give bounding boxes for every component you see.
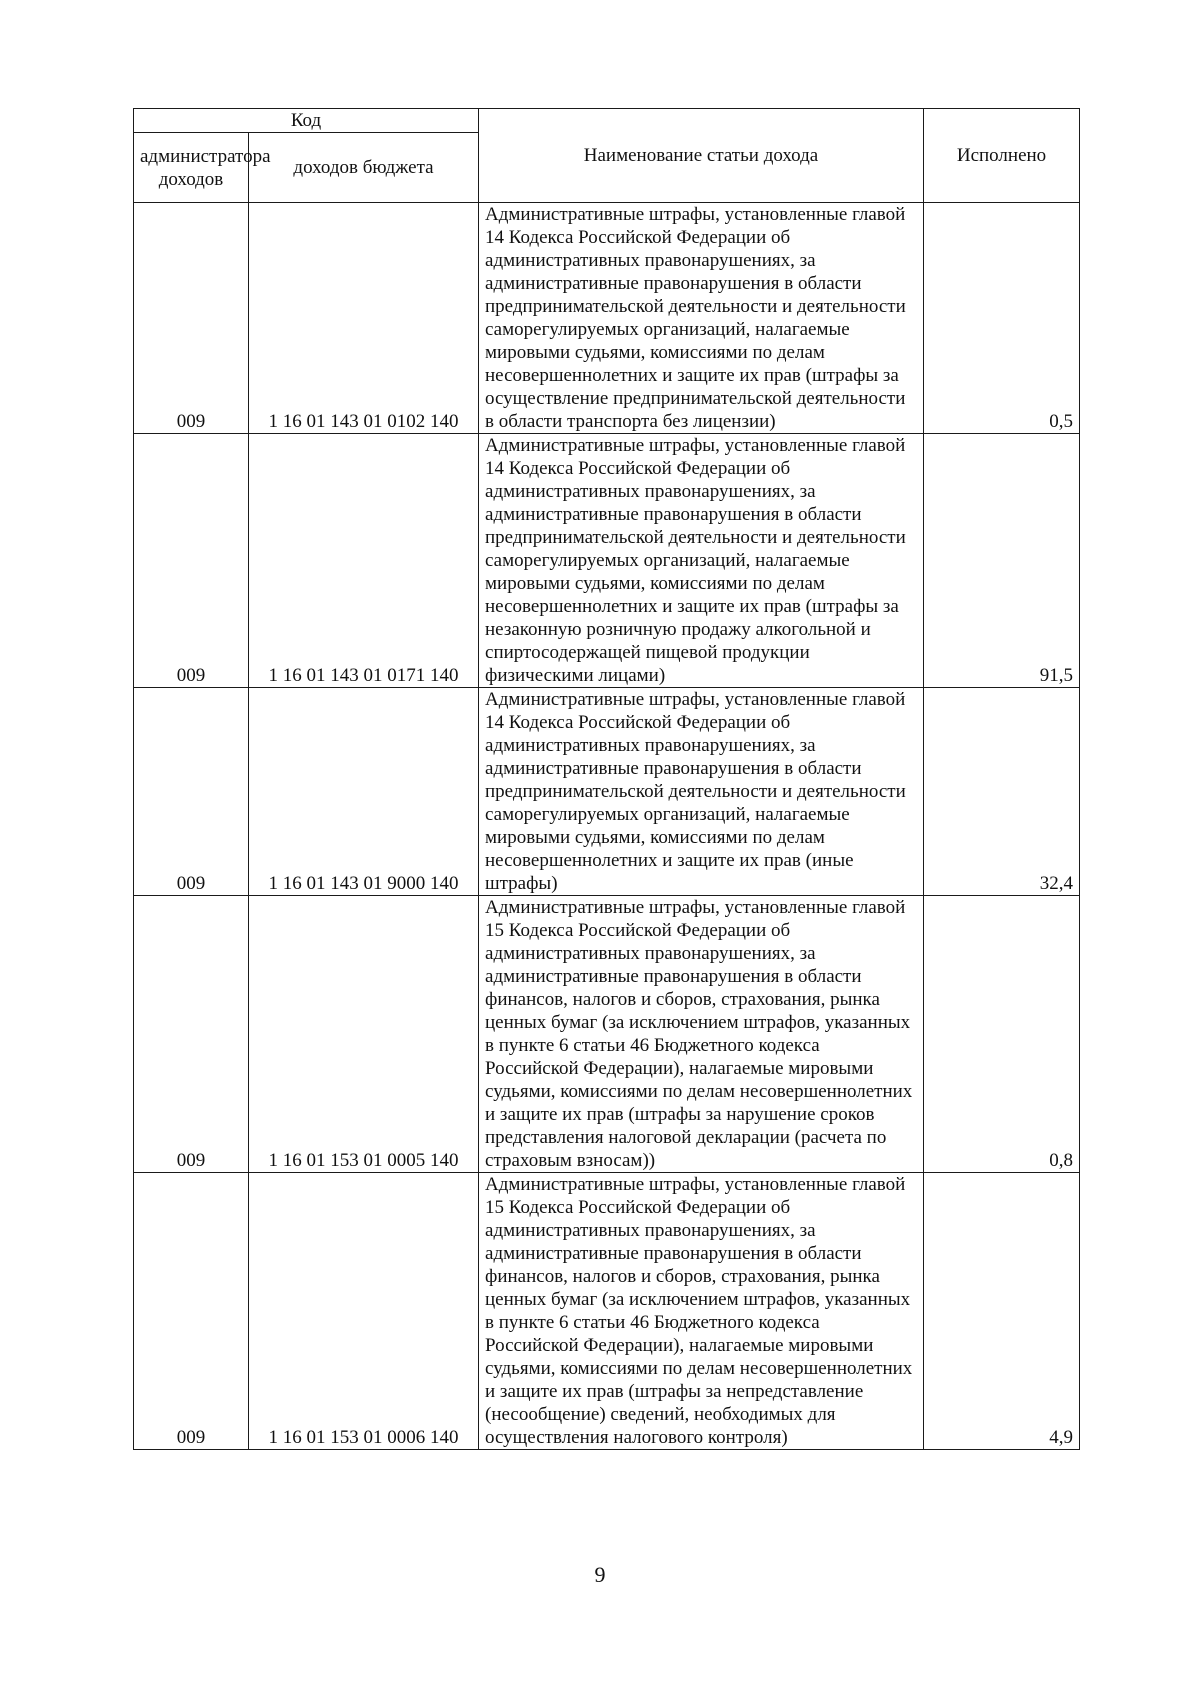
page-number: 9: [594, 1562, 606, 1587]
item-name-cell: Административные штрафы, установленные главой 14 Кодекса Российской Федерации об административных правонарушениях, за административные правонарушения в области предпринимательской деятельности и деятельности саморегулируемых организаций, налагаемые мировыми судьями, комиссиями по делам несовершеннолетних и защите их прав (штрафы за незаконную розничную продажу алкогольной и спиртосодержащей пищевой продукции физическими лицами): [479, 434, 924, 688]
header-code-group: Код: [134, 109, 479, 133]
header-item-name: Наименование статьи дохода: [479, 109, 924, 203]
executed-amount-cell: 4,9: [924, 1173, 1080, 1450]
item-name-cell: Административные штрафы, установленные главой 15 Кодекса Российской Федерации об административных правонарушениях, за административные правонарушения в области финансов, налогов и сборов, страхования, рынка ценных бумаг (за исключением штрафов, указанных в пункте 6 статьи 46 Бюджетного кодекса Российской Федерации), налагаемые мировыми судьями, комиссиями по делам несовершеннолетних и защите их прав (штрафы за непредставление (несообщение) сведений, необходимых для осуществления налогового контроля): [479, 1173, 924, 1450]
budget-code-cell: 1 16 01 143 01 0102 140: [249, 203, 479, 434]
budget-code-cell: 1 16 01 153 01 0006 140: [249, 1173, 479, 1450]
item-name-cell: Административные штрафы, установленные главой 14 Кодекса Российской Федерации об административных правонарушениях, за административные правонарушения в области предпринимательской деятельности и деятельности саморегулируемых организаций, налагаемые мировыми судьями, комиссиями по делам несовершеннолетних и защите их прав (штрафы за осуществление предпринимательской деятельности в области транспорта без лицензии): [479, 203, 924, 434]
executed-amount-cell: 32,4: [924, 688, 1080, 896]
item-name-cell: Административные штрафы, установленные главой 14 Кодекса Российской Федерации об административных правонарушениях, за административные правонарушения в области предпринимательской деятельности и деятельности саморегулируемых организаций, налагаемые мировыми судьями, комиссиями по делам несовершеннолетних и защите их прав (иные штрафы): [479, 688, 924, 896]
budget-code-cell: 1 16 01 143 01 9000 140: [249, 688, 479, 896]
budget-code-cell: 1 16 01 153 01 0005 140: [249, 896, 479, 1173]
executed-amount-cell: 0,5: [924, 203, 1080, 434]
header-revenue-administrator: администратора доходов: [134, 133, 249, 203]
item-name-cell: Административные штрафы, установленные главой 15 Кодекса Российской Федерации об административных правонарушениях, за административные правонарушения в области финансов, налогов и сборов, страхования, рынка ценных бумаг (за исключением штрафов, указанных в пункте 6 статьи 46 Бюджетного кодекса Российской Федерации), налагаемые мировыми судьями, комиссиями по делам несовершеннолетних и защите их прав (штрафы за нарушение сроков представления налоговой декларации (расчета по страховым взносам)): [479, 896, 924, 1173]
executed-amount-cell: 91,5: [924, 434, 1080, 688]
table-body: [134, 203, 1080, 1450]
revenue-table: [133, 108, 1080, 1450]
table-row: [134, 896, 1080, 1173]
table-header: [134, 109, 1080, 203]
admin-code-cell: 009: [134, 1173, 249, 1450]
admin-code-cell: 009: [134, 688, 249, 896]
admin-code-cell: 009: [134, 434, 249, 688]
header-budget-revenue-code: доходов бюджета: [249, 133, 479, 203]
table-row: [134, 434, 1080, 688]
table-row: [134, 688, 1080, 896]
budget-code-cell: 1 16 01 143 01 0171 140: [249, 434, 479, 688]
admin-code-cell: 009: [134, 896, 249, 1173]
table-row: [134, 1173, 1080, 1450]
header-executed: Исполнено: [924, 109, 1080, 203]
table-row: [134, 203, 1080, 434]
executed-amount-cell: 0,8: [924, 896, 1080, 1173]
admin-code-cell: 009: [134, 203, 249, 434]
